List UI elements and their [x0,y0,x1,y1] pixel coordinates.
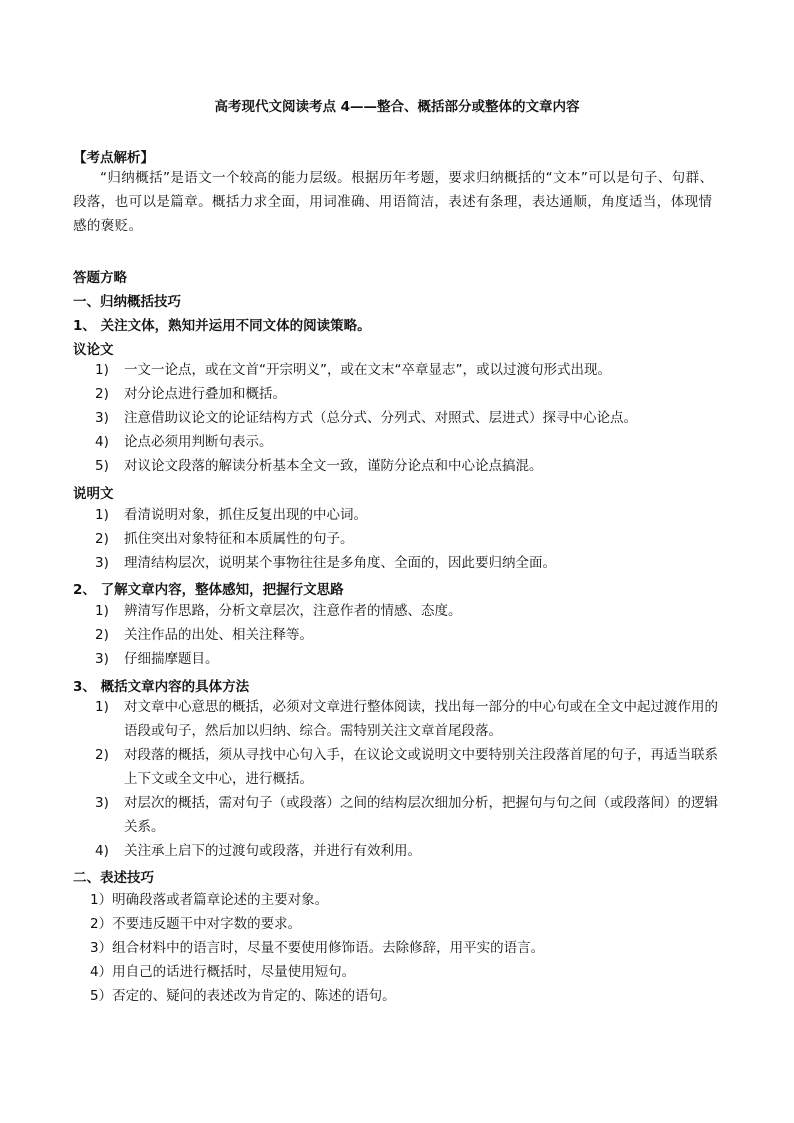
item-number: 4) [95,434,109,450]
list-item: 3）组合材料中的语言时，尽量不要使用修饰语。去除修辞，用平实的语言。 [90,940,545,956]
analysis-heading: 【考点解析】 [73,150,154,166]
list-item [95,454,725,478]
item-number: 3) [95,410,109,426]
list-item [95,623,725,647]
item-text: 论点必须用判断句表示。 [124,434,273,450]
list-item: 5）否定的、疑问的表述改为肯定的、陈述的语句。 [90,988,396,1004]
list-item [95,695,725,743]
item-text: 关注承上启下的过渡句或段落，并进行有效利用。 [124,843,421,859]
list-item [95,382,725,406]
item-text: 辨清写作思路，分析文章层次，注意作者的情感、态度。 [124,603,462,619]
item-number: 3) [95,651,109,667]
item-text: 对议论文段落的解读分析基本全文一致，谨防分论点和中心论点搞混。 [124,458,543,474]
item-number: 3) [95,555,109,571]
list-item [95,430,725,454]
item-text: 一文一论点，或在文首“开宗明义”，或在文末“卒章显志”，或以过渡句形式出现。 [124,362,611,378]
item-number: 1) [95,603,109,619]
item-text: 对层次的概括，需对句子（或段落）之间的结构层次细加分析，把握句与句之间（或段落间）的逻辑关系。 [124,795,718,835]
item-number: 1) [95,699,109,715]
list-item [95,551,725,575]
list-item [95,647,725,671]
s1-heading: 1、 关注文体，熟知并运用不同文体的阅读策略。 [73,318,371,334]
item-text: 对分论点进行叠加和概括。 [124,386,286,402]
page-title: 高考现代文阅读考点 4——整合、概括部分或整体的文章内容 [214,99,580,115]
item-number: 2) [95,531,109,547]
item-text: 对段落的概括，须从寻找中心句入手，在议论文或说明文中要特别关注段落首尾的句子，再适当联系上下文或全文中心，进行概括。 [124,747,718,787]
expository-label: 说明文 [73,486,114,502]
item-number: 2) [95,747,109,763]
item-number: 2) [95,627,109,643]
item-number: 4) [95,843,109,859]
argument-label: 议论文 [73,342,114,358]
s2-heading: 2、 了解文章内容，整体感知，把握行文思路 [73,582,344,598]
part1-heading: 一、归纳概括技巧 [73,294,181,310]
item-text: 理清结构层次，说明某个事物往往是多角度、全面的，因此要归纳全面。 [124,555,556,571]
item-text: 抓住突出对象特征和本质属性的句子。 [124,531,354,547]
list-item: 4）用自己的话进行概括时，尽量使用短句。 [90,964,356,980]
list-item: 2）不要违反题干中对字数的要求。 [90,916,302,932]
part2-heading: 二、表述技巧 [73,870,154,886]
analysis-paragraph: “归纳概括”是语文一个较高的能力层级。根据历年考题，要求归纳概括的“文本”可以是句子、句群、段落，也可以是篇章。概括力求全面，用词准确、用语简洁，表述有条理，表达通顺，角度适当，体现情感的褒贬。 [73,170,714,234]
list-item [95,527,725,551]
list-item [95,503,725,527]
list-item [95,839,725,863]
list-item [95,791,725,839]
item-number: 5) [95,458,109,474]
list-item [95,743,725,791]
strategy-heading: 答题方略 [73,270,127,286]
item-number: 2) [95,386,109,402]
item-number: 1) [95,362,109,378]
list-item: 1）明确段落或者篇章论述的主要对象。 [90,892,329,908]
list-item [95,358,725,382]
list-item [95,406,725,430]
item-text: 注意借助议论文的论证结构方式（总分式、分列式、对照式、层进式）探寻中心论点。 [124,410,637,426]
item-number: 1) [95,507,109,523]
item-text: 关注作品的出处、相关注释等。 [124,627,313,643]
item-text: 看清说明对象，抓住反复出现的中心词。 [124,507,367,523]
item-number: 3) [95,795,109,811]
item-text: 对文章中心意思的概括，必须对文章进行整体阅读，找出每一部分的中心句或在全文中起过渡作用的语段或句子，然后加以归纳、综合。需特别关注文章首尾段落。 [124,699,718,739]
list-item [95,599,725,623]
item-text: 仔细揣摩题目。 [124,651,219,667]
s3-heading: 3、 概括文章内容的具体方法 [73,679,250,695]
